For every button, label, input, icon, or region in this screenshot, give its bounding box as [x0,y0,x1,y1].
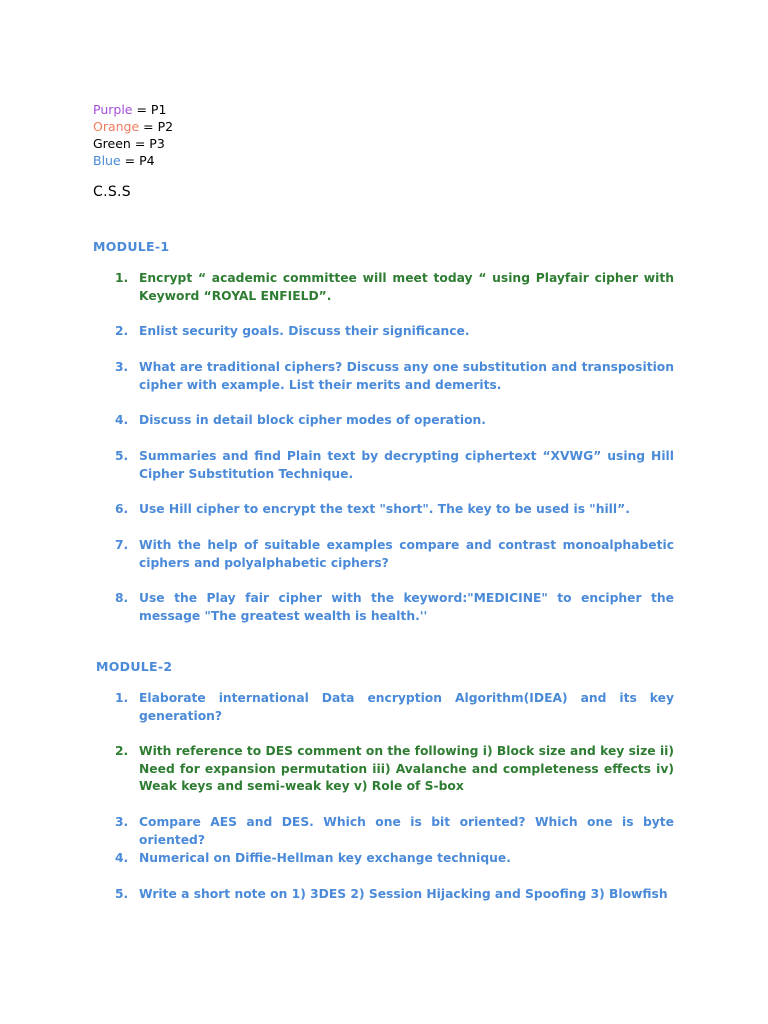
question-number: 6. [115,502,129,516]
question-text: Numerical on Diffie-Hellman key exchange technique. [139,851,511,865]
question-number: 3. [115,815,129,829]
legend-color-name: Purple [93,102,133,117]
legend-row-p3 [93,135,173,152]
question-item [110,501,674,519]
question-item [110,690,674,725]
question-text: With the help of suitable examples compare and contrast monoalphabetic ciphers and polyalphabetic ciphers? [139,538,674,570]
question-number: 2. [115,324,129,338]
color-legend [93,101,173,169]
legend-row-p2 [93,118,173,135]
module-heading-1: MODULE-1 [93,239,170,254]
legend-color-name: Blue [93,153,121,168]
legend-row-p1 [93,101,173,118]
question-text: Discuss in detail block cipher modes of operation. [139,413,486,427]
legend-row-p4 [93,152,173,169]
legend-value: = P3 [130,136,165,151]
question-text: Elaborate international Data encryption Algorithm(IDEA) and its key generation? [139,691,674,723]
question-item [110,814,674,849]
question-number: 1. [115,271,129,285]
question-number: 8. [115,591,129,605]
question-text: What are traditional ciphers? Discuss any one substitution and transposition cipher with example. List their merits and demerits. [139,360,674,392]
question-item [110,743,674,796]
question-item [110,590,674,625]
question-number: 3. [115,360,129,374]
legend-color-name: Green [93,136,131,151]
question-item [110,886,674,904]
question-item [110,850,674,868]
question-number: 7. [115,538,129,552]
question-text: Use the Play fair cipher with the keyword:"MEDICINE" to encipher the message "The greatest wealth is health.'' [139,591,674,623]
question-item [110,323,674,341]
question-text: Write a short note on 1) 3DES 2) Session Hijacking and Spoofing 3) Blowfish [139,887,668,901]
question-number: 4. [115,413,129,427]
question-item [110,537,674,572]
question-number: 5. [115,449,129,463]
question-item [110,448,674,483]
question-text: Compare AES and DES. Which one is bit oriented? Which one is byte oriented? [139,815,674,847]
question-text: Enlist security goals. Discuss their significance. [139,324,470,338]
question-number: 5. [115,887,129,901]
question-text: Summaries and find Plain text by decrypting ciphertext “XVWG” using Hill Cipher Substitution Technique. [139,449,674,481]
document-title: C.S.S [93,184,131,200]
question-number: 1. [115,691,129,705]
question-item [110,270,674,305]
module-heading-2: MODULE-2 [96,659,173,674]
question-number: 4. [115,851,129,865]
legend-value: = P2 [139,119,174,134]
question-item [110,412,674,430]
legend-value: = P4 [120,153,155,168]
question-text: Encrypt “ academic committee will meet today “ using Playfair cipher with Keyword “ROYAL ENFIELD”. [139,271,674,303]
question-item [110,359,674,394]
question-text: With reference to DES comment on the following i) Block size and key size ii) Need for expansion permutation iii) Avalanche and completeness effects iv) Weak keys and semi-weak key v) Role of S-box [139,744,674,793]
legend-color-name: Orange [93,119,140,134]
legend-value: = P1 [132,102,167,117]
question-number: 2. [115,744,129,758]
question-text: Use Hill cipher to encrypt the text "short". The key to be used is "hill”. [139,502,630,516]
